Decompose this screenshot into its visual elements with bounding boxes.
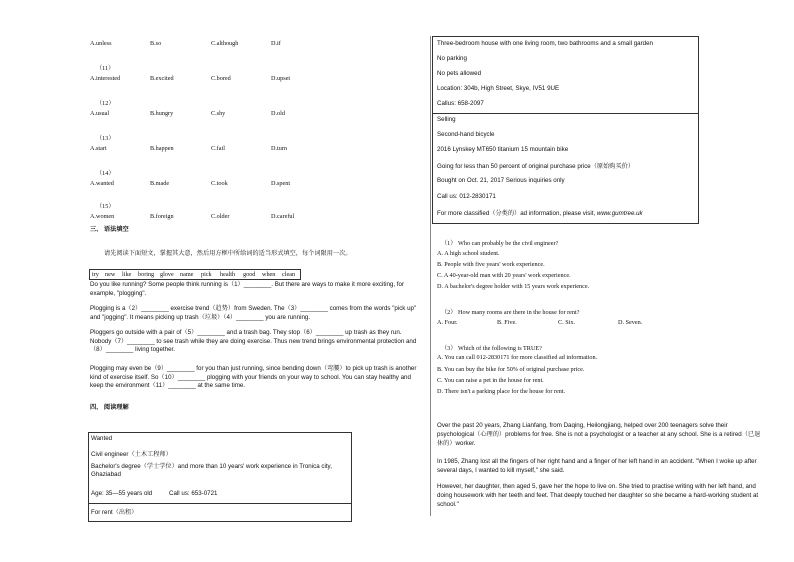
answer-option: C. A 40-year-old man with 20 years' work experience. [437, 272, 571, 279]
column-divider [430, 36, 431, 516]
passage-paragraph: Ploggers go outside with a pair of（5）________ and a trash bag. They stop（6）________ up trash as they run. Nobody（7）________ to see trash while they are doing exercise. Thus new trend brings environmental protection and（8）________ living together. [90, 329, 417, 354]
answer-option: D. Seven. [618, 319, 643, 326]
question-number: （11） [96, 65, 115, 72]
option-b: B.hungry [150, 110, 174, 117]
word-bank-word: name [180, 271, 194, 278]
option-c: C.fail [211, 145, 225, 152]
option-d: D.spent [271, 180, 291, 187]
option-a: A.start [90, 145, 107, 152]
option-b: B.excited [150, 75, 174, 82]
ad-line: Call us: 012-2830171 [437, 193, 496, 200]
question-stem: （2） How many rooms are there in the house for rent? [441, 309, 580, 316]
question-number: （13） [96, 135, 115, 142]
ad-line: Age: 35—55 years old [91, 490, 153, 497]
answer-option: D. A bachelor's degree holder with 15 years work experience. [437, 283, 590, 290]
passage-paragraph: Plogging may even be（9）________ for you than just running, since bending down（弯腰）to pick up trash is another kind of exercise itself. So（10）________ plogging with your friends on your way to school. You can stay healthy and keep the environment（11）________ at the same time. [90, 365, 417, 390]
option-a: A.interested [90, 75, 121, 82]
passage-paragraph: However, her daughter, then aged 5, gave her the hope to live on. She tried to practise writing with her left hand, and doing housework with her teeth and feet. That deeply touched her daughter so she became a hard-working student at school." [437, 483, 759, 508]
ad-line: Bachelor's degree（学士学位）and more than 10 years' work experience in Tronica city, Ghaziabad [91, 463, 332, 478]
answer-option: C. Six. [558, 319, 576, 326]
option-a: A.unless [90, 40, 112, 47]
ad-line: No pets allowed [437, 70, 482, 77]
word-bank-word: when [262, 271, 276, 278]
word-bank-word: health [220, 271, 236, 278]
question-number: （15） [96, 203, 115, 210]
ad-box-wanted [88, 432, 352, 522]
question-number: （14） [96, 170, 115, 177]
section-instruction: 请先阅读下面短文，掌握其大意，然后用方框中所给词的适当形式填空，每个词限用一次。 [104, 250, 352, 257]
word-bank-word: boring [138, 271, 155, 278]
word-bank-word: like [122, 271, 132, 278]
passage-paragraph: Plogging is a（2）________ exercise trend（趋势）from Sweden. The（3）________ comes from the words "pick up" and "jogging". It means picking up trash（垃圾）（4）________ you are running. [90, 305, 417, 321]
word-bank [89, 269, 301, 280]
answer-option: B. Five. [497, 319, 517, 326]
ad-line: Call us: 653-0721 [169, 490, 218, 497]
ad-heading: For rent（出租） [91, 509, 138, 516]
answer-option: A. A high school student. [437, 250, 500, 257]
passage-paragraph: In 1985, Zhang lost all the fingers of her right hand and a finger of her left hand in an accident. "When I woke up after several days, I wanted to kill myself," she said. [437, 458, 757, 474]
word-bank-word: new [105, 271, 116, 278]
ad-box-right [432, 36, 699, 224]
ad-line: Bought on Oct. 21, 2017 Serious inquiries only [437, 177, 565, 184]
ad-line: No parking [437, 55, 467, 62]
option-a: A.women [90, 213, 115, 220]
ad-divider [433, 113, 698, 114]
ad-heading: Selling [437, 116, 456, 123]
ad-heading: Wanted [91, 435, 113, 442]
question-stem: （3） Which of the following is TRUE? [441, 345, 542, 352]
word-bank-word: good [243, 271, 256, 278]
answer-option: A. You can call 012-2830171 for more classified ad information. [437, 354, 598, 361]
option-d: D.upset [271, 75, 291, 82]
passage-paragraph: Do you like running? Some people think running is（1）________. But there are ways to make it more exciting, for example, "plogging". [90, 281, 405, 297]
section-title: 三、 语法填空 [90, 226, 129, 233]
question-number: （12） [96, 100, 115, 107]
word-bank-word: clean [282, 271, 296, 278]
ad-text: For more classified（分类的）ad information, please visit, [437, 210, 597, 217]
option-d: D.old [271, 110, 285, 117]
option-a: A.usual [90, 110, 110, 117]
ad-line: Second-hand bicycle [437, 131, 495, 138]
option-d: D.turn [271, 145, 287, 152]
ad-link[interactable]: www.gumtree.uk [596, 210, 643, 217]
passage-paragraph: Over the past 20 years, Zhang Lianfang, from Daqing, Heilongjiang, helped over 200 teenagers solve their psychological（心理的）problems for free. She is not a psychologist or a teacher at any school. She is a retired（已退休的）worker. [437, 422, 761, 447]
ad-line: Going for less than 50 percent of original purchase price（原始购买价） [437, 163, 635, 170]
ad-line: Civil engineer（土木工程师） [91, 451, 172, 458]
ad-line: Location: 304b, High Street, Skye, IV51 9UE [437, 85, 560, 92]
ad-line [437, 208, 643, 217]
question-stem: （1） Who can probably be the civil engineer? [441, 240, 559, 247]
option-b: B.foreign [150, 213, 174, 220]
ad-divider [89, 503, 351, 504]
option-d: D.careful [271, 213, 295, 220]
answer-option: C. You can raise a pet in the house for rent. [437, 377, 544, 384]
option-b: B.so [150, 40, 162, 47]
option-c: C.bored [211, 75, 231, 82]
option-c: C.although [211, 40, 239, 47]
option-b: B.made [150, 180, 170, 187]
option-c: C.shy [211, 110, 226, 117]
word-bank-word: glove [160, 271, 174, 278]
answer-option: D. There isn't a parking place for the house for rent. [437, 388, 566, 395]
option-d: D.if [271, 40, 281, 47]
answer-option: B. People with five years' work experience. [437, 261, 545, 268]
ad-line: 2016 Lynskey MT650 titanium 15 mountain bike [437, 146, 569, 153]
answer-option: A. Four. [437, 319, 458, 326]
answer-option: B. You can buy the bike for 50% of original purchase price. [437, 366, 585, 373]
option-b: B.happen [150, 145, 174, 152]
ad-line: Three-bedroom house with one living room, two bathrooms and a small garden [437, 40, 653, 47]
word-bank-word: pick [201, 271, 212, 278]
option-c: C.took [211, 180, 228, 187]
option-a: A.wanted [90, 180, 114, 187]
ad-line: Callus: 658-2097 [437, 100, 484, 107]
option-c: C.older [211, 213, 230, 220]
section-title: 四、 阅读理解 [90, 404, 129, 411]
word-bank-word: try [92, 271, 99, 278]
